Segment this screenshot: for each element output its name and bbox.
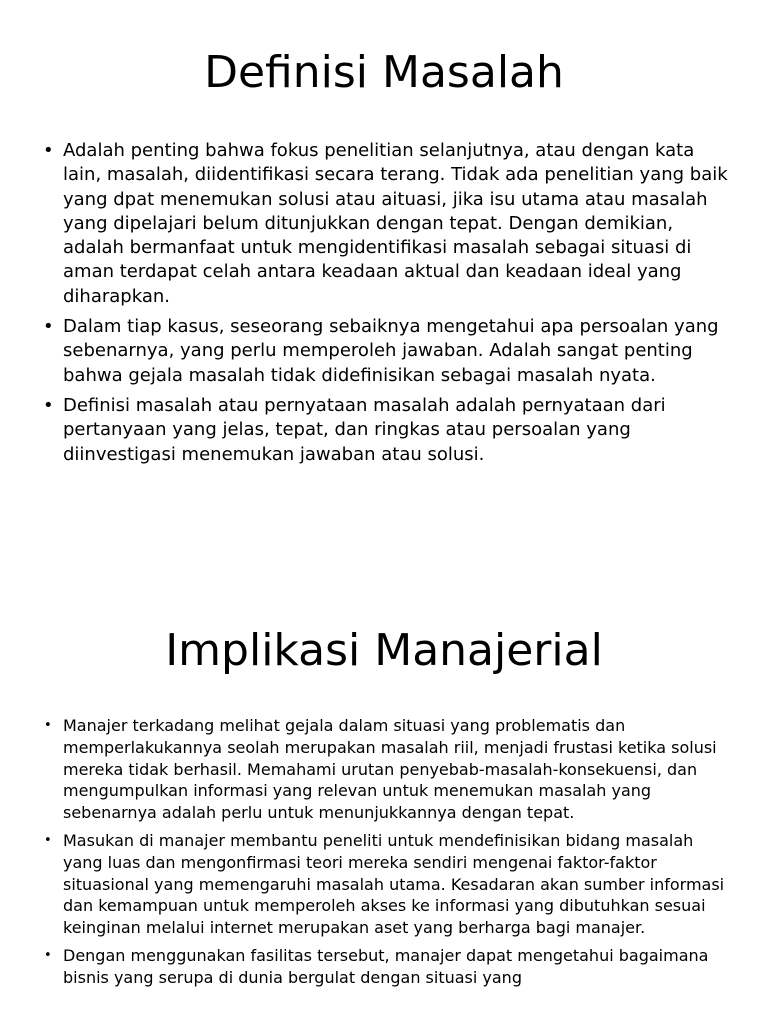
bullet-list bbox=[40, 715, 730, 995]
bullet-item: • Dengan menggunakan fasilitas tersebut, manajer dapat mengetahui bagaimana bisnis yang serupa di dunia bergulat dengan situasi yang bbox=[40, 945, 730, 989]
bullet-item: • Adalah penting bahwa fokus penelitian selanjutnya, atau dengan kata lain, masalah, diidentifikasi secara terang. Tidak ada penelitian yang baik yang dpat menemukan solusi atau aituasi, jika isu utama atau masalah yang dipelajari belum ditunjukkan dengan tepat. Dengan demikian, adalah bermanfaat untuk mengidentifikasi masalah sebagai situasi di aman terdapat celah antara keadaan aktual dan keadaan ideal yang diharapkan. bbox=[40, 139, 730, 309]
bullet-item: • Manajer terkadang melihat gejala dalam situasi yang problematis dan memperlakukannya seolah merupakan masalah riil, menjadi frustasi ketika solusi mereka tidak berhasil. Memahami urutan penyebab-masalah-konsekuensi, dan mengumpulkan informasi yang relevan untuk menemukan masalah yang sebenarnya adalah perlu untuk menunjukkannya dengan tepat. bbox=[40, 715, 730, 824]
bullet-item: • Definisi masalah atau pernyataan masalah adalah pernyataan dari pertanyaan yang jelas, tepat, dan ringkas atau persoalan yang diinvestigasi menemukan jawaban atau solusi. bbox=[40, 394, 730, 467]
bullet-item: • Masukan di manajer membantu peneliti untuk mendefinisikan bidang masalah yang luas dan mengonfirmasi teori mereka sendiri mengenai faktor-faktor situasional yang memengaruhi masalah utama. Kesadaran akan sumber informasi dan kemampuan untuk memperoleh akses ke informasi yang dibutuhkan sesuai keinginan melalui internet merupakan aset yang berharga bagi manajer. bbox=[40, 830, 730, 939]
bullet-list bbox=[40, 139, 730, 473]
slide-title: Implikasi Manajerial bbox=[165, 625, 603, 676]
slide-title: Definisi Masalah bbox=[204, 47, 564, 98]
bullet-item: • Dalam tiap kasus, seseorang sebaiknya mengetahui apa persoalan yang sebenarnya, yang perlu memperoleh jawaban. Adalah sangat penting bahwa gejala masalah tidak didefinisikan sebagai masalah nyata. bbox=[40, 315, 730, 388]
slide-implikasi-manajerial bbox=[0, 576, 768, 1024]
